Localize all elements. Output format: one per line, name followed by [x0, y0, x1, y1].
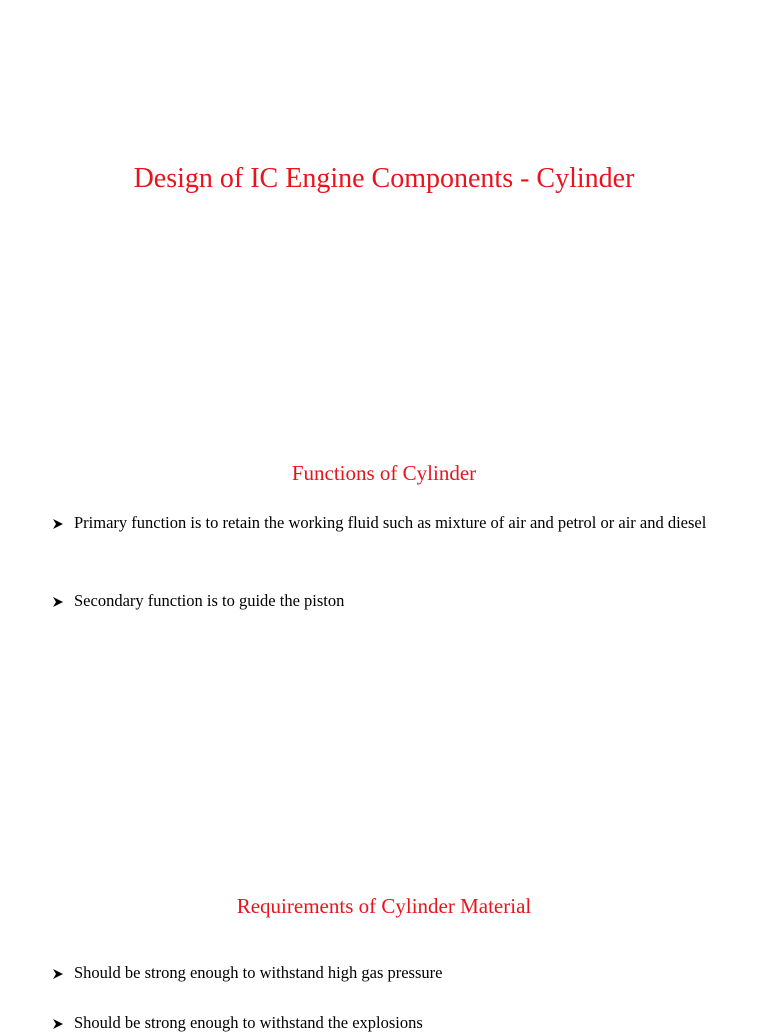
bullet-text: Should be strong enough to withstand the explosions: [74, 1013, 423, 1032]
bullet-item: [52, 962, 732, 984]
bullet-text: Secondary function is to guide the piston: [74, 591, 345, 610]
bullet-text: Should be strong enough to withstand high gas pressure: [74, 963, 443, 982]
bullet-item: [52, 512, 732, 534]
arrowhead-bullet-icon: [52, 1012, 74, 1034]
arrowhead-bullet-icon: [52, 962, 74, 984]
bullet-text: Primary function is to retain the working fluid such as mixture of air and petrol or air and diesel: [74, 513, 707, 532]
bullet-item: [52, 1012, 732, 1034]
page-title: Design of IC Engine Components - Cylinder: [133, 163, 635, 194]
section-heading-functions: Functions of Cylinder: [291, 461, 477, 485]
section-heading-requirements: Requirements of Cylinder Material: [236, 894, 532, 918]
arrowhead-bullet-icon: [52, 590, 74, 612]
arrowhead-bullet-icon: [52, 512, 74, 534]
bullet-item: [52, 590, 732, 612]
